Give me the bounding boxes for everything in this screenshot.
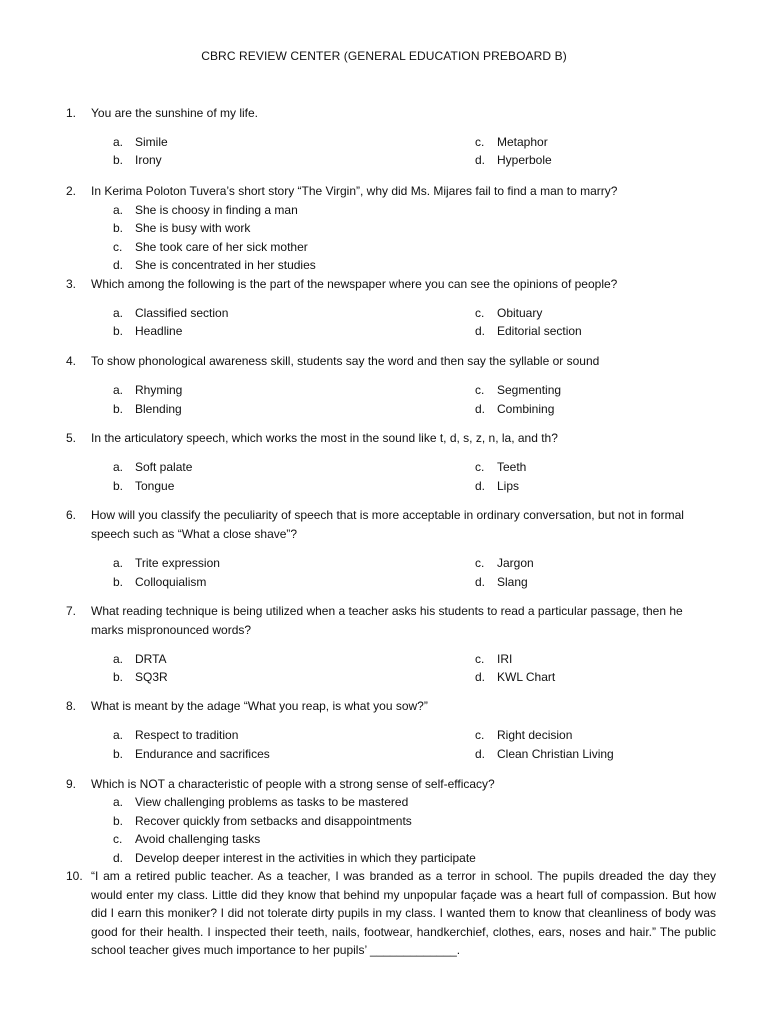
option-text: She is choosy in finding a man	[135, 203, 298, 217]
option-text: Colloquialism	[135, 575, 207, 589]
question-text: What reading technique is being utilized when a teacher asks his students to read a particular passage, then he marks mispronounced words?	[91, 604, 683, 637]
option-letter: a.	[113, 556, 124, 570]
option-text: Obituary	[497, 306, 543, 320]
option-letter: c.	[475, 728, 485, 742]
option-text: Right decision	[497, 728, 573, 742]
option-letter: d.	[475, 670, 486, 684]
option-text: SQ3R	[135, 670, 168, 684]
option-letter: d.	[113, 851, 124, 865]
option-text: KWL Chart	[497, 670, 556, 684]
option-letter: c.	[475, 652, 485, 666]
option-letter: d.	[475, 575, 486, 589]
option-letter: b.	[113, 221, 124, 235]
option-text: Respect to tradition	[135, 728, 239, 742]
option-text: Trite expression	[135, 556, 220, 570]
option-text: She took care of her sick mother	[135, 240, 308, 254]
option-text: Editorial section	[497, 324, 582, 338]
option-letter: d.	[475, 479, 486, 493]
option-letter: c.	[113, 832, 123, 846]
option-text: DRTA	[135, 652, 167, 666]
question-text: In the articulatory speech, which works the most in the sound like t, d, s, z, n, la, and th?	[91, 431, 558, 445]
option-letter: a.	[113, 460, 124, 474]
option-letter: c.	[475, 135, 485, 149]
question-number: 2.	[66, 184, 77, 198]
option-text: She is concentrated in her studies	[135, 258, 316, 272]
option-text: Headline	[135, 324, 183, 338]
option-letter: d.	[475, 324, 486, 338]
option-letter: c.	[113, 240, 123, 254]
page-title: CBRC REVIEW CENTER (GENERAL EDUCATION PREBOARD B)	[201, 49, 567, 63]
option-text: Endurance and sacrifices	[135, 747, 270, 761]
question-number: 7.	[66, 604, 77, 618]
option-text: Combining	[497, 402, 555, 416]
option-letter: c.	[475, 556, 485, 570]
question-number: 6.	[66, 508, 77, 522]
option-text: Teeth	[497, 460, 527, 474]
question-number: 3.	[66, 277, 77, 291]
option-text: Jargon	[497, 556, 534, 570]
question-number: 4.	[66, 354, 77, 368]
option-text: Lips	[497, 479, 520, 493]
option-letter: d.	[113, 258, 124, 272]
option-text: Avoid challenging tasks	[135, 832, 261, 846]
question-number: 10.	[66, 869, 83, 883]
option-text: Metaphor	[497, 135, 548, 149]
question-text: In Kerima Poloton Tuvera’s short story “The Virgin”, why did Ms. Mijares fail to find a man to marry?	[91, 184, 618, 198]
option-letter: c.	[475, 460, 485, 474]
question-number: 8.	[66, 699, 77, 713]
option-letter: b.	[113, 575, 124, 589]
option-letter: a.	[113, 306, 124, 320]
option-letter: a.	[113, 383, 124, 397]
option-text: Soft palate	[135, 460, 193, 474]
option-letter: b.	[113, 479, 124, 493]
question-text: How will you classify the peculiarity of speech that is more acceptable in ordinary conversation, but not in formal speech such as “What a close shave”?	[91, 508, 684, 541]
option-letter: d.	[475, 402, 486, 416]
option-text: Simile	[135, 135, 168, 149]
question-text: What is meant by the adage “What you reap, is what you sow?”	[91, 699, 428, 713]
option-text: Classified section	[135, 306, 229, 320]
question-number: 1.	[66, 106, 77, 120]
question-text: To show phonological awareness skill, students say the word and then say the syllable or sound	[91, 354, 600, 368]
option-letter: a.	[113, 795, 124, 809]
question-text: Which is NOT a characteristic of people with a strong sense of self-efficacy?	[91, 777, 495, 791]
option-letter: b.	[113, 814, 124, 828]
option-text: Develop deeper interest in the activities in which they participate	[135, 851, 476, 865]
question-number: 9.	[66, 777, 77, 791]
option-letter: b.	[113, 153, 124, 167]
option-letter: c.	[475, 306, 485, 320]
question-number: 5.	[66, 431, 77, 445]
option-letter: a.	[113, 728, 124, 742]
option-text: IRI	[497, 652, 513, 666]
option-text: Rhyming	[135, 383, 183, 397]
option-letter: b.	[113, 324, 124, 338]
option-text: Recover quickly from setbacks and disappointments	[135, 814, 412, 828]
option-text: Slang	[497, 575, 528, 589]
option-letter: c.	[475, 383, 485, 397]
option-letter: b.	[113, 747, 124, 761]
option-letter: a.	[113, 135, 124, 149]
option-text: Tongue	[135, 479, 175, 493]
option-text: Clean Christian Living	[497, 747, 614, 761]
option-text: Segmenting	[497, 383, 562, 397]
option-text: Irony	[135, 153, 162, 167]
option-letter: b.	[113, 670, 124, 684]
question-text: “I am a retired public teacher. As a teacher, I was branded as a terror in school. The pupils dreaded the day they would enter my class. Little did they know that behind my unpopular façade was a heart full of compassion. But how did I earn this moniker? I did not tolerate dirty pupils in my class. I wanted them to know that cleanliness of body was good for their health. I inspected their teeth, nails, footwear, handkerchief, clothes, ears, noses and hair.” The public school teacher gives much importance to her pupils’ _____________.	[91, 869, 716, 957]
question-text: Which among the following is the part of the newspaper where you can see the opinions of people?	[91, 277, 618, 291]
option-text: She is busy with work	[135, 221, 251, 235]
option-text: Blending	[135, 402, 182, 416]
question-text: You are the sunshine of my life.	[91, 106, 258, 120]
option-letter: b.	[113, 402, 124, 416]
option-text: Hyperbole	[497, 153, 552, 167]
option-letter: d.	[475, 153, 486, 167]
option-text: View challenging problems as tasks to be mastered	[135, 795, 409, 809]
option-letter: d.	[475, 747, 486, 761]
option-letter: a.	[113, 652, 124, 666]
option-letter: a.	[113, 203, 124, 217]
